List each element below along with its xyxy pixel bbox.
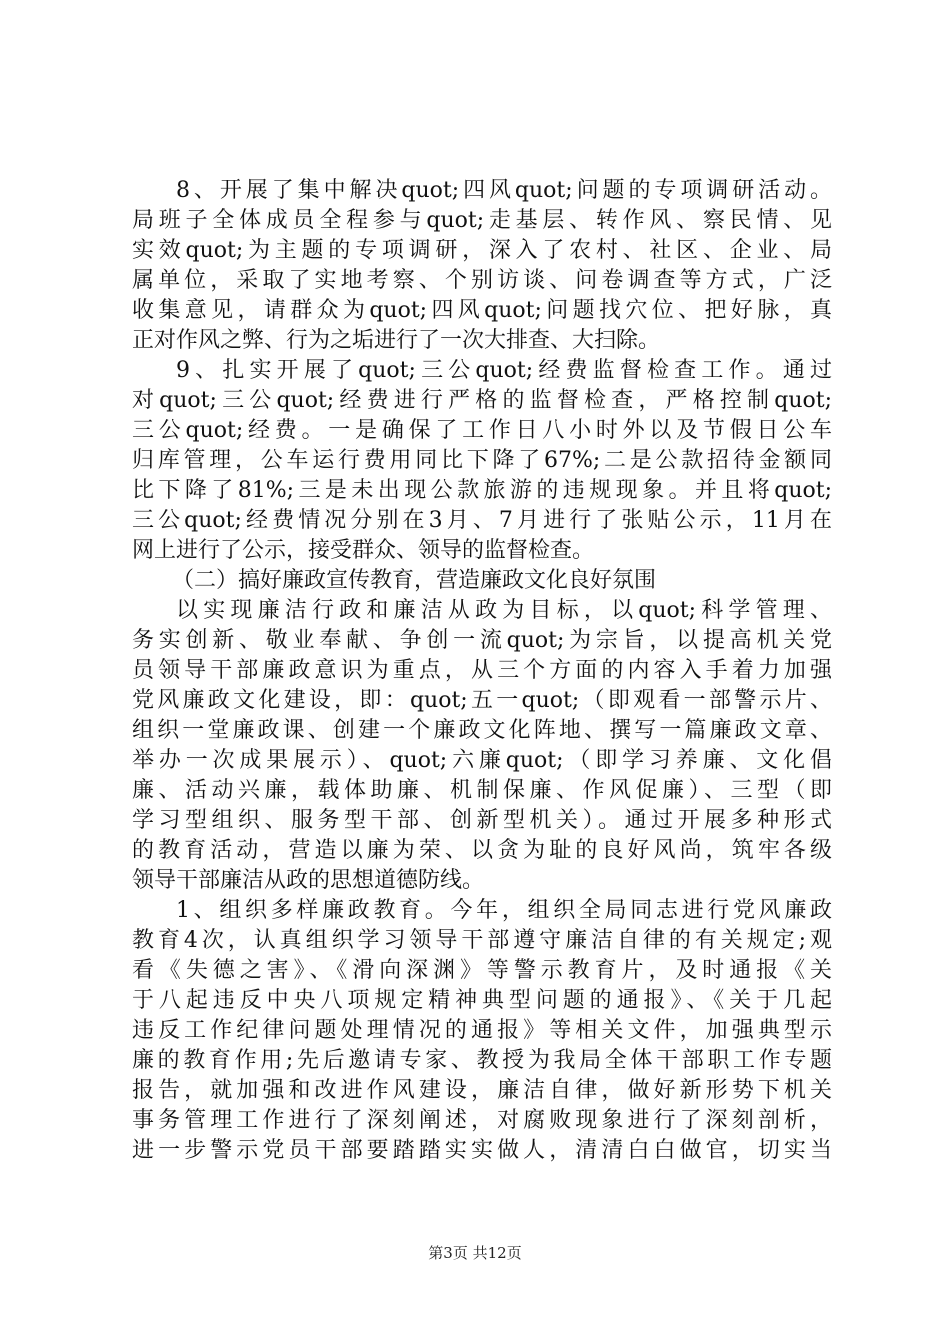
paragraph-line: 属单位，采取了实地考察、个别访谈、问卷调查等方式，广泛: [132, 268, 832, 293]
paragraph-line: 于八起违反中央八项规定精神典型问题的通报》、《关于几起: [132, 988, 832, 1013]
document-body: [132, 176, 832, 1166]
paragraph-line: 以实现廉洁行政和廉洁从政为目标，以quot;科学管理、: [176, 598, 832, 623]
paragraph-line: 事务管理工作进行了深刻阐述，对腐败现象进行了深刻剖析，: [132, 1108, 832, 1133]
paragraph-line: 廉、活动兴廉，载体助廉、机制保廉、作风促廉）、三型（即: [132, 778, 832, 803]
paragraph-line: 学习型组织、服务型干部、创新型机关）。通过开展多种形式: [132, 808, 832, 833]
paragraph-line: 三公quot;经费情况分别在3月、7月进行了张贴公示，11月在: [132, 508, 832, 533]
paragraph-line: 领导干部廉洁从政的思想道德防线。: [132, 868, 485, 893]
paragraph-line: 收集意见，请群众为quot;四风quot;问题找穴位、把好脉，真: [132, 298, 832, 323]
paragraph-line: 网上进行了公示，接受群众、领导的监督检查。: [132, 538, 595, 563]
paragraph-line: 1、组织多样廉政教育。今年，组织全局同志进行党风廉政: [176, 898, 832, 923]
paragraph-line: 对quot;三公quot;经费进行严格的监督检查，严格控制quot;: [132, 388, 832, 413]
paragraph-line: 比下降了81%;三是未出现公款旅游的违规现象。并且将quot;: [132, 478, 832, 503]
paragraph-line: 三公quot;经费。一是确保了工作日八小时外以及节假日公车: [132, 418, 832, 443]
paragraph-line: 举办一次成果展示）、quot;六廉quot;（即学习养廉、文化倡: [132, 748, 832, 773]
paragraph-line: 进一步警示党员干部要踏踏实实做人，清清白白做官，切实当: [132, 1138, 832, 1163]
paragraph-line: 实效quot;为主题的专项调研，深入了农村、社区、企业、局: [132, 238, 832, 263]
paragraph-line: 教育4次，认真组织学习领导干部遵守廉洁自律的有关规定;观: [132, 928, 832, 953]
paragraph-line: 廉的教育作用;先后邀请专家、教授为我局全体干部职工作专题: [132, 1048, 832, 1073]
paragraph-line: 归库管理，公车运行费用同比下降了67%;二是公款招待金额同: [132, 448, 832, 473]
paragraph-line: 党风廉政文化建设，即：quot;五一quot;（即观看一部警示片、: [132, 688, 832, 713]
paragraph-line: 局班子全体成员全程参与quot;走基层、转作风、察民情、见: [132, 208, 832, 233]
paragraph-line: 组织一堂廉政课、创建一个廉政文化阵地、撰写一篇廉政文章、: [132, 718, 832, 743]
paragraph-line: 正对作风之弊、行为之垢进行了一次大排查、大扫除。: [132, 328, 661, 353]
paragraph-line: 违反工作纪律问题处理情况的通报》等相关文件，加强典型示: [132, 1018, 832, 1043]
paragraph-line: 看《失德之害》、《滑向深渊》等警示教育片，及时通报《关: [132, 958, 832, 983]
page-number-footer: 第3页 共12页: [428, 1244, 522, 1262]
paragraph-line: 9、扎实开展了quot;三公quot;经费监督检查工作。通过: [176, 358, 832, 383]
paragraph-line: 8、开展了集中解决quot;四风quot;问题的专项调研活动。: [176, 178, 832, 203]
section-heading: （二）搞好廉政宣传教育，营造廉政文化良好氛围: [172, 568, 657, 593]
paragraph-line: 员领导干部廉政意识为重点，从三个方面的内容入手着力加强: [132, 658, 832, 683]
paragraph-line: 的教育活动，营造以廉为荣、以贪为耻的良好风尚，筑牢各级: [132, 838, 832, 863]
paragraph-line: 务实创新、敬业奉献、争创一流quot;为宗旨，以提高机关党: [132, 628, 832, 653]
paragraph-line: 报告，就加强和改进作风建设，廉洁自律，做好新形势下机关: [132, 1078, 832, 1103]
